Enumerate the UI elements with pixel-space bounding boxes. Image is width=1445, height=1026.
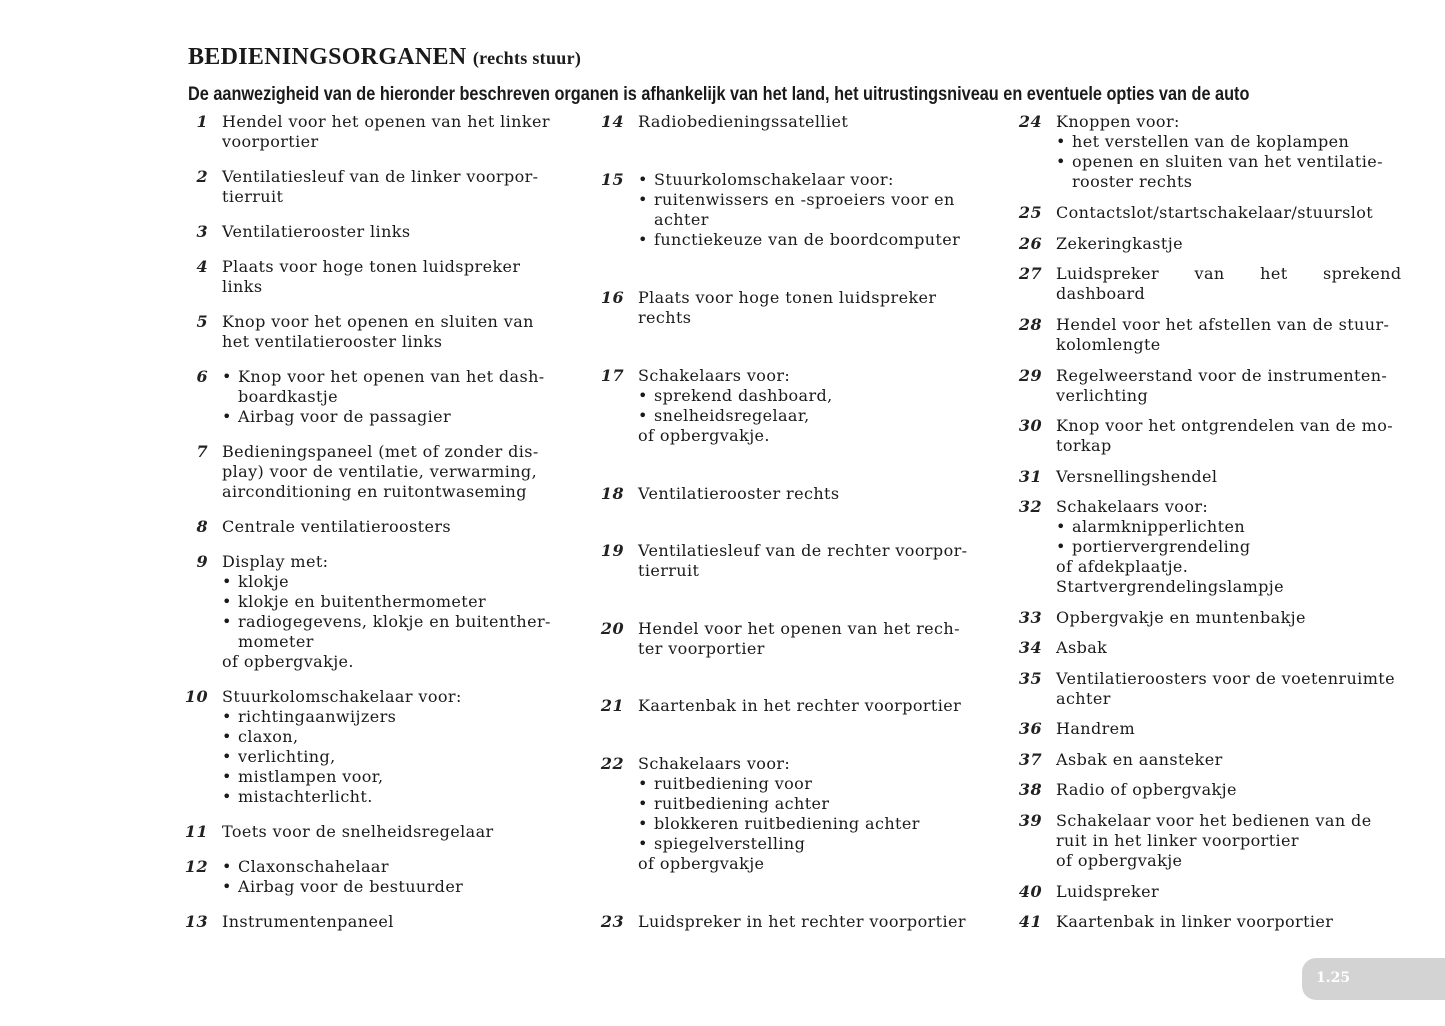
bullet-line: • mistachterlicht. — [222, 787, 554, 807]
bullet-line: • het verstellen van de koplampen — [1056, 132, 1390, 152]
item-number: 30 — [1018, 416, 1042, 435]
item-line: Instrumentenpaneel — [222, 912, 394, 931]
item-intro: Knoppen voor: — [1056, 112, 1180, 131]
item-text — [1056, 497, 1390, 597]
list-item-4 — [184, 257, 554, 297]
list-item-12 — [184, 857, 554, 897]
item-number: 8 — [196, 517, 208, 536]
list-item-35 — [1018, 669, 1395, 709]
item-text — [1056, 811, 1390, 871]
item-text — [222, 367, 554, 427]
item-text — [1056, 780, 1390, 800]
list-item-13 — [184, 912, 554, 932]
bullet-line: • ruitbediening voor — [638, 774, 972, 794]
list-item-6 — [184, 367, 554, 427]
item-text — [1056, 882, 1390, 902]
list-item-39 — [1018, 811, 1390, 871]
item-text — [1056, 203, 1390, 223]
item-number: 5 — [196, 312, 208, 331]
item-text — [638, 912, 972, 932]
list-item-10 — [184, 687, 554, 807]
item-number: 4 — [196, 257, 208, 276]
title-main: BEDIENINGSORGANEN — [188, 44, 467, 70]
bullet-line: • richtingaanwijzers — [222, 707, 554, 727]
item-line: Versnellingshendel — [1056, 467, 1218, 486]
bullet-line: • ruitbediening achter — [638, 794, 972, 814]
item-number: 18 — [600, 484, 624, 503]
item-number: 22 — [600, 754, 624, 773]
list-item-41 — [1018, 912, 1390, 932]
item-line: Ventilatierooster links — [222, 222, 411, 241]
item-line: Knop voor het openen en sluiten van — [222, 312, 534, 331]
bullet-line: • klokje — [222, 572, 554, 592]
item-text — [1056, 467, 1390, 487]
item-line: Knop voor het ontgrendelen van de mo- — [1056, 416, 1394, 435]
item-line: Asbak — [1056, 638, 1108, 657]
item-number: 3 — [196, 222, 208, 241]
item-text — [638, 170, 972, 250]
item-text — [1056, 912, 1390, 932]
item-number: 29 — [1018, 366, 1042, 385]
list-item-22 — [600, 754, 972, 874]
item-number: 17 — [600, 366, 624, 385]
item-text — [1056, 315, 1390, 355]
item-line: Luidspreker in het rechter voorportier — [638, 912, 966, 931]
item-number: 24 — [1018, 112, 1042, 131]
list-item-2 — [184, 167, 554, 207]
list-item-23 — [600, 912, 972, 932]
column-2 — [600, 112, 972, 942]
item-line: tierruit — [222, 187, 284, 206]
item-line: achter — [1056, 689, 1111, 708]
item-number: 19 — [600, 541, 624, 560]
item-line: Hendel voor het openen van het rech- — [638, 619, 960, 638]
list-item-40 — [1018, 882, 1390, 902]
item-number: 27 — [1018, 264, 1042, 283]
item-line: Hendel voor het afstellen van de stuur- — [1056, 315, 1390, 334]
bullet-line: • portiervergrendeling — [1056, 537, 1390, 557]
bullet-line: • Knop voor het openen van het dash-boardkastje — [222, 367, 554, 407]
item-text — [222, 552, 554, 672]
list-item-33 — [1018, 608, 1390, 628]
item-line: play) voor de ventilatie, verwarming, — [222, 462, 538, 481]
item-line: voorportier — [222, 132, 319, 151]
item-tail: of opbergvakje — [638, 854, 765, 873]
item-text — [222, 912, 554, 932]
item-text — [638, 541, 972, 581]
item-line: Ventilatieroosters voor de voetenruimte — [1056, 669, 1395, 688]
list-item-17 — [600, 366, 972, 446]
list-item-7 — [184, 442, 554, 502]
item-text — [1056, 234, 1390, 254]
item-number: 14 — [600, 112, 624, 131]
item-number: 16 — [600, 288, 624, 307]
item-number: 10 — [184, 687, 208, 706]
title-qualifier: (rechts stuur) — [472, 48, 582, 68]
item-line: Ventilatiesleuf van de linker voorpor- — [222, 167, 539, 186]
item-number: 41 — [1018, 912, 1042, 931]
item-tail: of opbergvakje. — [638, 426, 770, 445]
item-number: 15 — [600, 170, 624, 189]
item-line: Plaats voor hoge tonen luidspreker — [222, 257, 521, 276]
item-tail: of opbergvakje. — [222, 652, 354, 671]
bullet-line: • ruitenwissers en -sproeiers voor en achter — [638, 190, 972, 230]
item-text — [222, 687, 554, 807]
item-text — [222, 112, 554, 152]
item-text — [1056, 416, 1394, 456]
item-line: Ventilatierooster rechts — [638, 484, 840, 503]
bullet-line: • klokje en buitenthermometer — [222, 592, 554, 612]
item-number: 21 — [600, 696, 624, 715]
item-text — [638, 754, 972, 874]
item-line: verlichting — [1056, 386, 1149, 405]
item-line: kolomlengte — [1056, 335, 1161, 354]
item-number: 39 — [1018, 811, 1042, 830]
item-line: Hendel voor het openen van het linker — [222, 112, 550, 131]
item-text — [1056, 750, 1390, 770]
item-text — [222, 167, 554, 207]
item-text — [638, 112, 972, 132]
list-item-37 — [1018, 750, 1390, 770]
item-line: het ventilatierooster links — [222, 332, 443, 351]
item-text — [638, 484, 972, 504]
list-item-9 — [184, 552, 554, 672]
item-line: Asbak en aansteker — [1056, 750, 1223, 769]
list-item-26 — [1018, 234, 1390, 254]
list-item-29 — [1018, 366, 1390, 406]
bullet-line: • mistlampen voor, — [222, 767, 554, 787]
item-line: Bedieningspaneel (met of zonder dis- — [222, 442, 539, 461]
item-line: Kaartenbak in het rechter voorportier — [638, 696, 962, 715]
item-text — [1056, 669, 1395, 709]
item-intro: Stuurkolomschakelaar voor: — [222, 687, 462, 706]
item-number: 40 — [1018, 882, 1042, 901]
list-item-16 — [600, 288, 972, 328]
list-item-20 — [600, 619, 972, 659]
list-item-27 — [1018, 264, 1402, 304]
item-number: 28 — [1018, 315, 1042, 334]
list-item-36 — [1018, 719, 1390, 739]
item-line: Kaartenbak in linker voorportier — [1056, 912, 1334, 931]
list-item-31 — [1018, 467, 1390, 487]
item-number: 2 — [196, 167, 208, 186]
list-item-30 — [1018, 416, 1394, 456]
list-item-18 — [600, 484, 972, 504]
item-tail: of afdekplaatje. — [1056, 557, 1189, 576]
item-number: 1 — [196, 112, 208, 131]
item-line: of opbergvakje — [1056, 851, 1183, 870]
item-number: 23 — [600, 912, 624, 931]
page-number-tab — [1302, 958, 1445, 1000]
item-number: 12 — [184, 857, 208, 876]
bullet-line: • Airbag voor de passagier — [222, 407, 554, 427]
column-3 — [1018, 112, 1402, 942]
item-text — [1056, 719, 1390, 739]
list-item-5 — [184, 312, 554, 352]
bullet-line: • functiekeuze van de boordcomputer — [638, 230, 972, 250]
item-number: 26 — [1018, 234, 1042, 253]
item-number: 33 — [1018, 608, 1042, 627]
item-line: Centrale ventilatieroosters — [222, 517, 452, 536]
item-line: Opbergvakje en muntenbakje — [1056, 608, 1306, 627]
list-item-21 — [600, 696, 972, 716]
item-line: ruit in het linker voorportier — [1056, 831, 1299, 850]
list-item-8 — [184, 517, 554, 537]
list-item-15 — [600, 170, 972, 250]
column-1 — [184, 112, 554, 942]
item-line: Schakelaar voor het bedienen van de — [1056, 811, 1372, 830]
bullet-line: • blokkeren ruitbediening achter — [638, 814, 972, 834]
item-text — [1056, 264, 1402, 304]
item-line: Luidspreker — [1056, 882, 1160, 901]
item-text — [222, 257, 554, 297]
list-item-14 — [600, 112, 972, 132]
item-number: 7 — [196, 442, 208, 461]
list-item-25 — [1018, 203, 1390, 223]
item-number: 38 — [1018, 780, 1042, 799]
item-line: links — [222, 277, 263, 296]
item-intro: Display met: — [222, 552, 329, 571]
item-text — [222, 442, 554, 502]
list-item-24 — [1018, 112, 1390, 192]
list-item-19 — [600, 541, 972, 581]
item-line: dashboard — [1056, 284, 1146, 303]
bullet-line: • spiegelverstelling — [638, 834, 972, 854]
item-line: Plaats voor hoge tonen luidspreker — [638, 288, 937, 307]
item-text — [1056, 638, 1390, 658]
item-intro: Schakelaars voor: — [638, 366, 791, 385]
page-subtitle: De aanwezigheid van de hieronder beschreven organen is afhankelijk van het land, het uitrustingsniveau en eventuele opties van de auto — [188, 84, 1250, 105]
item-line: Radiobedieningssatelliet — [638, 112, 849, 131]
bullet-line: • Claxonschahelaar — [222, 857, 554, 877]
list-item-38 — [1018, 780, 1390, 800]
item-line: Toets voor de snelheidsregelaar — [222, 822, 494, 841]
item-text — [222, 517, 554, 537]
item-line: Radio of opbergvakje — [1056, 780, 1237, 799]
item-number: 13 — [184, 912, 208, 931]
item-text — [638, 288, 972, 328]
item-line: Contactslot/startschakelaar/stuurslot — [1056, 203, 1374, 222]
item-text — [638, 366, 972, 446]
item-text — [1056, 366, 1390, 406]
item-number: 36 — [1018, 719, 1042, 738]
item-line: rechts — [638, 308, 692, 327]
item-number: 25 — [1018, 203, 1042, 222]
item-number: 32 — [1018, 497, 1042, 516]
item-line: Luidspreker van het sprekend — [1056, 264, 1402, 283]
item-text — [1056, 608, 1390, 628]
item-text — [638, 696, 972, 716]
list-item-28 — [1018, 315, 1390, 355]
bullet-line: • sprekend dashboard, — [638, 386, 972, 406]
item-text — [222, 222, 554, 242]
page-number: 1.25 — [1316, 970, 1351, 986]
item-number: 9 — [196, 552, 208, 571]
item-line: Regelweerstand voor de instrumenten- — [1056, 366, 1388, 385]
item-number: 37 — [1018, 750, 1042, 769]
list-item-3 — [184, 222, 554, 242]
list-item-34 — [1018, 638, 1390, 658]
item-line: torkap — [1056, 436, 1112, 455]
bullet-line: • alarmknipperlichten — [1056, 517, 1390, 537]
item-line: tierruit — [638, 561, 700, 580]
item-intro: Schakelaars voor: — [638, 754, 791, 773]
bullet-line: • Airbag voor de bestuurder — [222, 877, 554, 897]
item-line: airconditioning en ruitontwaseming — [222, 482, 527, 501]
item-text — [638, 619, 972, 659]
list-item-32 — [1018, 497, 1390, 597]
page-title — [188, 44, 581, 71]
item-number: 34 — [1018, 638, 1042, 657]
list-item-11 — [184, 822, 554, 842]
bullet-line: • radiogegevens, klokje en buitenther-mometer — [222, 612, 554, 652]
item-intro: Schakelaars voor: — [1056, 497, 1209, 516]
bullet-line: • openen en sluiten van het ventilatie-rooster rechts — [1056, 152, 1390, 192]
item-text — [222, 822, 554, 842]
item-number: 20 — [600, 619, 624, 638]
item-number: 35 — [1018, 669, 1042, 688]
item-line: ter voorportier — [638, 639, 765, 658]
item-tail: Startvergrendelingslampje — [1056, 577, 1285, 596]
bullet-line: • claxon, — [222, 727, 554, 747]
bullet-line: • verlichting, — [222, 747, 554, 767]
item-line: Zekeringkastje — [1056, 234, 1183, 253]
bullet-line: • Stuurkolomschakelaar voor: — [638, 170, 972, 190]
item-text — [222, 312, 554, 352]
item-number: 6 — [196, 367, 208, 386]
item-number: 11 — [184, 822, 208, 841]
item-text — [1056, 112, 1390, 192]
item-number: 31 — [1018, 467, 1042, 486]
list-item-1 — [184, 112, 554, 152]
item-text — [222, 857, 554, 897]
bullet-line: • snelheidsregelaar, — [638, 406, 972, 426]
item-line: Handrem — [1056, 719, 1136, 738]
item-line: Ventilatiesleuf van de rechter voorpor- — [638, 541, 968, 560]
